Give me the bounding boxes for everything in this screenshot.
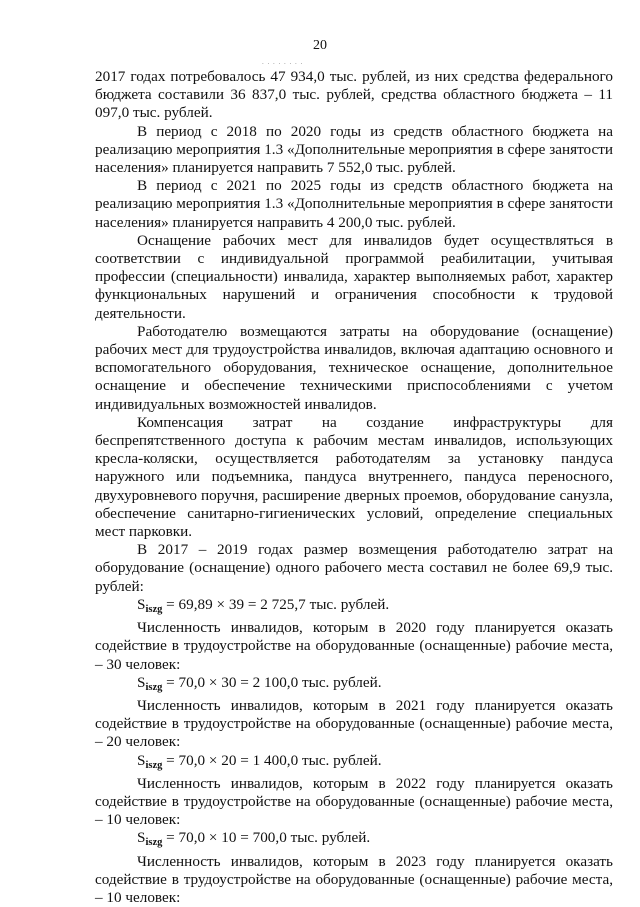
- paragraph-2021-2025-budget: В период с 2021 по 2025 годы из средств областного бюджета на реализацию мероприятия 1.3 «Дополнительные мероприятия в сфере занятости населения» планируется направить 4 200,0 тыс. рублей.: [95, 177, 613, 231]
- paragraph-2022-count: Численность инвалидов, которым в 2022 году планируется оказать содействие в трудоустройстве на оборудованные (оснащенные) рабочие места, – 10 человек:: [95, 774, 613, 829]
- formula-expression: = 70,0 × 10 = 700,0 тыс. рублей.: [162, 829, 371, 847]
- paragraph-2023-count: Численность инвалидов, которым в 2023 году планируется оказать содействие в трудоустройстве на оборудованные (оснащенные) рабочие места, – 10 человек:: [95, 852, 613, 906]
- formula-2017-2019: [95, 596, 613, 619]
- formula-expression: = 69,89 × 39 = 2 725,7 тыс. рублей.: [162, 595, 390, 613]
- scan-artifact: . . . . . . . .: [262, 58, 304, 66]
- paragraph-infrastructure-compensation: Компенсация затрат на создание инфраструктуры для беспрепятственного доступа к рабочим местам инвалидов, использующих кресла-коляски, осуществляется работодателям за установку пандуса наружного или подъемника, пандуса внутреннего, пандуса переносного, двухуровневого поручня, расширение дверных проемов, оборудование санузла, обеспечение санитарно-гигиенических условий, определение специальных мест парковки.: [95, 413, 613, 541]
- formula-symbol: S: [137, 595, 146, 613]
- formula-2020: [95, 674, 613, 697]
- formula-subscript: iszg: [145, 837, 163, 849]
- paragraph-2017-2019-amount: В 2017 – 2019 годах размер возмещения работодателю затрат на оборудование (оснащение) одного рабочего места составил не более 69,9 тыс. рублей:: [95, 541, 613, 595]
- paragraph-2018-2020-budget: В период с 2018 по 2020 годы из средств областного бюджета на реализацию мероприятия 1.3 «Дополнительные мероприятия в сфере занятости населения» планируется направить 7 552,0 тыс. рублей.: [95, 122, 613, 177]
- document-body: [95, 68, 613, 907]
- paragraph-continuation: 2017 годах потребовалось 47 934,0 тыс. рублей, из них средства федерального бюджета составили 36 837,0 тыс. рублей, средства областного бюджета – 11 097,0 тыс. рублей.: [95, 68, 613, 122]
- paragraph-workplace-equipment: Оснащение рабочих мест для инвалидов будет осуществляться в соответствии с индивидуальной программой реабилитации, учитывая профессии (специальности) инвалида, характер выполняемых работ, характер функциональных нарушений и ограничения способности к трудовой деятельности.: [95, 231, 613, 322]
- formula-2022: [95, 829, 613, 852]
- formula-expression: = 70,0 × 20 = 1 400,0 тыс. рублей.: [162, 751, 382, 769]
- page-number: 20: [313, 38, 327, 53]
- formula-subscript: iszg: [145, 603, 163, 615]
- formula-subscript: iszg: [145, 681, 163, 693]
- formula-subscript: iszg: [145, 759, 163, 771]
- formula-symbol: S: [137, 751, 146, 769]
- paragraph-2020-count: Численность инвалидов, которым в 2020 году планируется оказать содействие в трудоустройстве на оборудованные (оснащенные) рабочие места, – 30 человек:: [95, 619, 613, 673]
- formula-expression: = 70,0 × 30 = 2 100,0 тыс. рублей.: [162, 673, 382, 691]
- paragraph-employer-compensation: Работодателю возмещаются затраты на оборудование (оснащение) рабочих мест для трудоустройства инвалидов, включая адаптацию основного и вспомогательного оборудования, техническое оснащение, дополнительное оснащение и обеспечение техническими приспособлениями с учетом индивидуальных возможностей инвалидов.: [95, 322, 613, 413]
- formula-2021: [95, 752, 613, 775]
- formula-symbol: S: [137, 673, 146, 691]
- formula-symbol: S: [137, 829, 146, 847]
- paragraph-2021-count: Численность инвалидов, которым в 2021 году планируется оказать содействие в трудоустройстве на оборудованные (оснащенные) рабочие места, – 20 человек:: [95, 696, 613, 751]
